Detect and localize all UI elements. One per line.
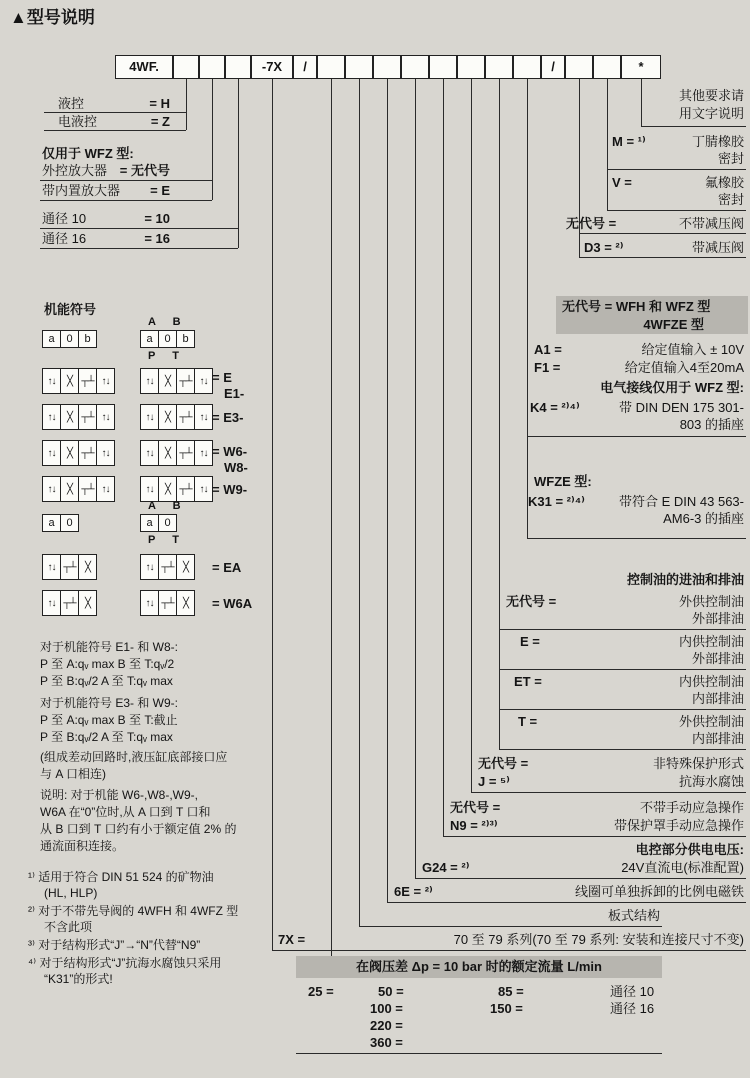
note-line: 与 A 口相连) (40, 767, 107, 781)
voltage-header: 电控部分供电电压: (635, 842, 744, 857)
connector-line (387, 902, 746, 903)
connector-line (415, 79, 416, 878)
valve-cell: ┬┴ (159, 555, 177, 579)
note-line: (组成差动回路时,液压缸底部接口应 (40, 750, 228, 764)
e6-desc: 线圈可单独拆卸的比例电磁铁 (574, 884, 744, 899)
code-box-size (225, 55, 251, 79)
footnote-1b: (HL, HLP) (44, 886, 98, 900)
elec-band-line2: 4WFZE 型 (643, 317, 704, 332)
spool-letter-box (140, 514, 177, 532)
connector-line (44, 112, 186, 113)
connector-line (296, 1053, 662, 1054)
code-box-solenoid (373, 55, 401, 79)
oil-none-code: 无代号 = (506, 594, 557, 609)
electrohydraulic-value: = Z (150, 114, 170, 129)
valve-symbol-w9 (42, 476, 115, 502)
oil-et-desc2: 内部排油 (691, 691, 744, 706)
ports-ab-top: A B (148, 316, 188, 328)
valve-cell: ╳ (84, 597, 91, 609)
k31-desc1: 带符合 E DIN 43 563- (619, 494, 744, 509)
symbols-header: 机能符号 (44, 302, 97, 317)
symbol-label-w6a: = W6A (212, 596, 253, 611)
symbol-label-w6: = W6- (212, 444, 248, 459)
footnote-2: ²⁾ 对于不带先导阀的 4WFH 和 4WFZ 型 (28, 904, 239, 918)
a1-desc: 给定值输入 ± 10V (641, 342, 744, 357)
connector-line (443, 79, 444, 836)
valve-cell: ↑↓ (141, 441, 159, 465)
flow-220: 220 = (370, 1018, 403, 1033)
connector-line (186, 79, 187, 130)
note-line: P 至 B:qᵥ/2 A 至 T:qᵥ max (40, 674, 173, 688)
note-line: 通流面积连接。 (40, 839, 125, 853)
valve-cell: ╳ (61, 405, 79, 429)
valve-cell: ↑↓ (141, 555, 159, 579)
spool-cell: a (141, 515, 159, 531)
valve-cell: ↑↓ (101, 411, 110, 423)
page-title: ▲型号说明 (10, 8, 95, 27)
valve-symbol-w6a (140, 590, 195, 616)
connector-line (527, 436, 746, 437)
code-box-amplifier (199, 55, 225, 79)
code-box-voltage (401, 55, 429, 79)
valve-cell: ╳ (182, 561, 189, 573)
valve-symbol-ea (42, 554, 97, 580)
code-box-control (173, 55, 199, 79)
prot-j-code: J = ⁵⁾ (478, 774, 510, 789)
valve-cell: ┬┴ (61, 555, 79, 579)
seal-m-desc1: 丁腈橡胶 (691, 134, 744, 149)
valve-cell: ↑↓ (199, 447, 208, 459)
connector-line (415, 878, 746, 879)
code-box-slash-2: / (541, 55, 565, 79)
valve-cell: ↑↓ (141, 369, 159, 393)
oil-none-desc1: 外供控制油 (678, 594, 744, 609)
ports-pt-mid: P T (148, 534, 186, 546)
size-10-label: 通径 10 (42, 211, 87, 226)
manual-none-code: 无代号 = (450, 800, 501, 815)
valve-symbol-w6 (42, 440, 115, 466)
valve-cell: ┬┴ (177, 369, 195, 393)
valve-cell: ┬┴ (159, 591, 177, 615)
valve-symbol-w9 (140, 476, 213, 502)
valve-cell: ┬┴ (177, 405, 195, 429)
note-line: 说明: 对于机能 W6-,W8-,W9-, (40, 788, 198, 802)
flow-100: 100 = (370, 1001, 403, 1016)
connector-line (579, 233, 746, 234)
flow-85: 85 = (498, 984, 524, 999)
spool-cell: a (43, 515, 61, 531)
connector-line (40, 180, 212, 181)
valve-cell: ╳ (159, 405, 177, 429)
k31-desc2: AM6-3 的插座 (663, 511, 744, 526)
symbol-label-w9: = W9- (212, 482, 248, 497)
connector-line (641, 126, 746, 127)
valve-cell: ┬┴ (79, 369, 97, 393)
k31-code: K31 = ²⁾⁴⁾ (528, 494, 585, 509)
spool-cell: 0 (159, 331, 177, 347)
connector-line (272, 950, 746, 951)
valve-cell: ╳ (61, 369, 79, 393)
symbol-label-e1: E1- (224, 386, 245, 401)
connector-line (499, 79, 500, 749)
footnote-4b: “K31”的形式! (44, 972, 113, 986)
series-desc: 70 至 79 系列(70 至 79 系列: 安装和连接尺寸不变) (453, 932, 744, 947)
symbol-label-e: = E (212, 370, 232, 385)
valve-symbol-e3 (42, 404, 115, 430)
valve-cell: ╳ (61, 477, 79, 501)
note-line: P 至 B:qᵥ/2 A 至 T:qᵥ max (40, 730, 173, 744)
footnote-4: ⁴⁾ 对于结构形式“J”抗海水腐蚀只采用 (28, 956, 222, 970)
ext-amplifier-label: 外控放大器 (42, 163, 108, 178)
valve-cell: ╳ (159, 441, 177, 465)
code-box-reducer (565, 55, 593, 79)
connector-line (331, 79, 332, 956)
a1-code: A1 = (534, 342, 562, 357)
size-16-label: 通径 16 (42, 231, 87, 246)
note-line: W6A 在“0”位时,从 A 口到 T 口和 (40, 805, 211, 819)
connector-line (527, 79, 528, 538)
connector-line (40, 228, 238, 229)
int-amplifier-value: = E (150, 183, 170, 198)
code-box-protection (457, 55, 485, 79)
oil-et-code: ET = (514, 674, 542, 689)
code-box-series: -7X (251, 55, 293, 79)
series-code: 7X = (278, 932, 306, 947)
manual-n9-desc: 带保护罩手动应急操作 (613, 818, 744, 833)
ext-amplifier-value: = 无代号 (119, 163, 170, 178)
prot-none-code: 无代号 = (478, 756, 529, 771)
valve-cell: ↑↓ (43, 405, 61, 429)
spool-cell: 0 (66, 517, 73, 529)
valve-symbol-w6 (140, 440, 213, 466)
code-box-other: * (621, 55, 661, 79)
valve-cell: ╳ (159, 477, 177, 501)
flow-150: 150 = (490, 1001, 523, 1016)
valve-symbol-e (42, 368, 115, 394)
flow-band: 在阀压差 Δp = 10 bar 时的额定流量 L/min (296, 956, 662, 978)
valve-cell: ┬┴ (177, 477, 195, 501)
connector-line (641, 79, 642, 126)
other-req-line2: 用文字说明 (678, 106, 744, 121)
connector-line (387, 79, 388, 902)
spool-letter-box (140, 330, 195, 348)
reduce-none-code: 无代号 = (566, 216, 617, 231)
f1-code: F1 = (534, 360, 561, 375)
g24-code: G24 = ²⁾ (422, 860, 470, 875)
plate-label: 板式结构 (607, 908, 660, 923)
valve-cell: ↑↓ (101, 375, 110, 387)
connector-line (607, 79, 608, 210)
oil-none-desc2: 外部排油 (691, 611, 744, 626)
code-box-seal (593, 55, 621, 79)
size-16-value: = 16 (144, 231, 170, 246)
valve-cell: ↑↓ (141, 591, 159, 615)
note-line: 从 B 口到 T 口约有小于额定值 2% 的 (40, 822, 237, 836)
valve-cell: ↑↓ (43, 591, 61, 615)
k4-code: K4 = ²⁾⁴⁾ (530, 400, 580, 415)
int-amplifier-label: 带内置放大器 (42, 183, 121, 198)
connector-line (527, 538, 746, 539)
connector-line (359, 926, 662, 927)
valve-cell: ┬┴ (177, 441, 195, 465)
symbol-label-e3: = E3- (212, 410, 244, 425)
valve-cell: ╳ (61, 441, 79, 465)
footnote-2b: 不含此项 (44, 920, 93, 934)
spool-letter-box (42, 514, 79, 532)
connector-line (443, 836, 746, 837)
valve-cell: ↑↓ (43, 369, 61, 393)
hydraulic-label: 液控 (58, 96, 85, 111)
note-line: 对于机能符号 E1- 和 W8-: (40, 640, 179, 654)
code-box-flow (317, 55, 345, 79)
manual-none-desc: 不带手动应急操作 (639, 800, 744, 815)
seal-m-code: M = ¹⁾ (612, 134, 646, 149)
hydraulic-value: = H (149, 96, 170, 111)
code-box-electrical (513, 55, 541, 79)
flow-360: 360 = (370, 1035, 403, 1050)
code-box-slash-1: / (293, 55, 317, 79)
seal-v-code: V = (612, 175, 632, 190)
oil-header: 控制油的进油和排油 (626, 572, 744, 587)
valve-cell: ┬┴ (79, 405, 97, 429)
flow-25: 25 = (308, 984, 334, 999)
connector-line (272, 79, 273, 950)
connector-line (238, 79, 239, 248)
manual-n9-code: N9 = ²⁾³⁾ (450, 818, 498, 833)
connector-line (499, 669, 746, 670)
reduce-none-desc: 不带减压阀 (678, 216, 744, 231)
seal-m-desc2: 密封 (717, 151, 744, 166)
f1-desc: 给定值输入4至20mA (624, 360, 744, 375)
connector-line (471, 79, 472, 792)
valve-cell: ┬┴ (79, 441, 97, 465)
code-box-type: 4WF. (115, 55, 173, 79)
reduce-d3-code: D3 = ²⁾ (584, 240, 624, 255)
valve-cell: ↑↓ (199, 375, 208, 387)
spool-cell: b (182, 333, 189, 345)
g24-desc: 24V直流电(标准配置) (621, 860, 744, 875)
connector-line (499, 629, 746, 630)
k4-desc1: 带 DIN DEN 175 301- (619, 400, 744, 415)
connector-line (40, 200, 212, 201)
size-10-value: = 10 (144, 211, 170, 226)
oil-et-desc1: 内供控制油 (678, 674, 744, 689)
connector-line (40, 248, 238, 249)
seal-v-desc1: 氟橡胶 (704, 175, 744, 190)
valve-symbol-e3 (140, 404, 213, 430)
flow-size10: 通径 10 (610, 984, 655, 999)
footnote-3: ³⁾ 对于结构形式“J”→“N”代替“N9” (28, 938, 201, 952)
spool-cell: b (84, 333, 91, 345)
valve-cell: ↑↓ (199, 411, 208, 423)
reduce-d3-desc: 带减压阀 (691, 240, 744, 255)
valve-cell: ↑↓ (101, 447, 110, 459)
flow-50: 50 = (378, 984, 404, 999)
valve-cell: ↑↓ (43, 441, 61, 465)
footnote-1: ¹⁾ 适用于符合 DIN 51 524 的矿物油 (28, 870, 214, 884)
oil-e-code: E = (520, 634, 540, 649)
valve-cell: ↑↓ (141, 405, 159, 429)
wfz-only-header: 仅用于 WFZ 型: (42, 146, 134, 161)
symbol-label-w8: W8- (224, 460, 248, 475)
oil-e-desc1: 内供控制油 (678, 634, 744, 649)
seal-v-desc2: 密封 (717, 192, 744, 207)
spool-cell: a (141, 331, 159, 347)
ports-pt-top: P T (148, 350, 186, 362)
code-box-plate (345, 55, 373, 79)
spool-cell: a (43, 331, 61, 347)
flow-size16: 通径 16 (610, 1001, 655, 1016)
connector-line (359, 79, 360, 926)
connector-line (607, 169, 746, 170)
other-req-line1: 其他要求请 (678, 88, 744, 103)
valve-cell: ↑↓ (101, 483, 110, 495)
elec-band-line1: 无代号 = WFH 和 WFZ 型 (562, 299, 711, 314)
valve-cell: ↑↓ (199, 483, 208, 495)
k4-desc2: 803 的插座 (679, 417, 744, 432)
connector-line (579, 257, 746, 258)
prot-j-desc: 抗海水腐蚀 (678, 774, 744, 789)
wfze-header: WFZE 型: (534, 474, 592, 489)
valve-cell: ╳ (84, 561, 91, 573)
valve-cell: ↑↓ (43, 555, 61, 579)
oil-t-code: T = (518, 714, 538, 729)
valve-cell: ┬┴ (61, 591, 79, 615)
valve-symbol-e (140, 368, 213, 394)
oil-t-desc1: 外供控制油 (678, 714, 744, 729)
connector-line (471, 792, 746, 793)
spool-cell: 0 (61, 331, 79, 347)
ports-ab-mid: A B (148, 500, 188, 512)
valve-symbol-ea (140, 554, 195, 580)
symbol-label-ea: = EA (212, 560, 242, 575)
prot-none-desc: 非特殊保护形式 (652, 756, 744, 771)
valve-cell: ┬┴ (79, 477, 97, 501)
valve-symbol-w6a (42, 590, 97, 616)
connector-line (212, 79, 213, 200)
spool-cell: 0 (164, 517, 171, 529)
connector-line (499, 749, 746, 750)
note-line: 对于机能符号 E3- 和 W9-: (40, 696, 179, 710)
electrohydraulic-label: 电液控 (58, 114, 98, 129)
oil-e-desc2: 外部排油 (691, 651, 744, 666)
code-box-manual (429, 55, 457, 79)
spool-letter-box (42, 330, 97, 348)
valve-cell: ↑↓ (141, 477, 159, 501)
oil-t-desc2: 内部排油 (691, 731, 744, 746)
valve-cell: ╳ (182, 597, 189, 609)
note-line: P 至 A:qᵥ max B 至 T:截止 (40, 713, 178, 727)
wfz-wiring-header: 电气接线仅用于 WFZ 型: (600, 380, 744, 395)
note-line: P 至 A:qᵥ max B 至 T:qᵥ/2 (40, 657, 175, 671)
valve-cell: ╳ (159, 369, 177, 393)
connector-line (607, 210, 746, 211)
connector-line (499, 709, 746, 710)
code-box-pilot-oil (485, 55, 513, 79)
connector-line (44, 130, 186, 131)
e6-code: 6E = ²⁾ (394, 884, 433, 899)
valve-cell: ↑↓ (43, 477, 61, 501)
